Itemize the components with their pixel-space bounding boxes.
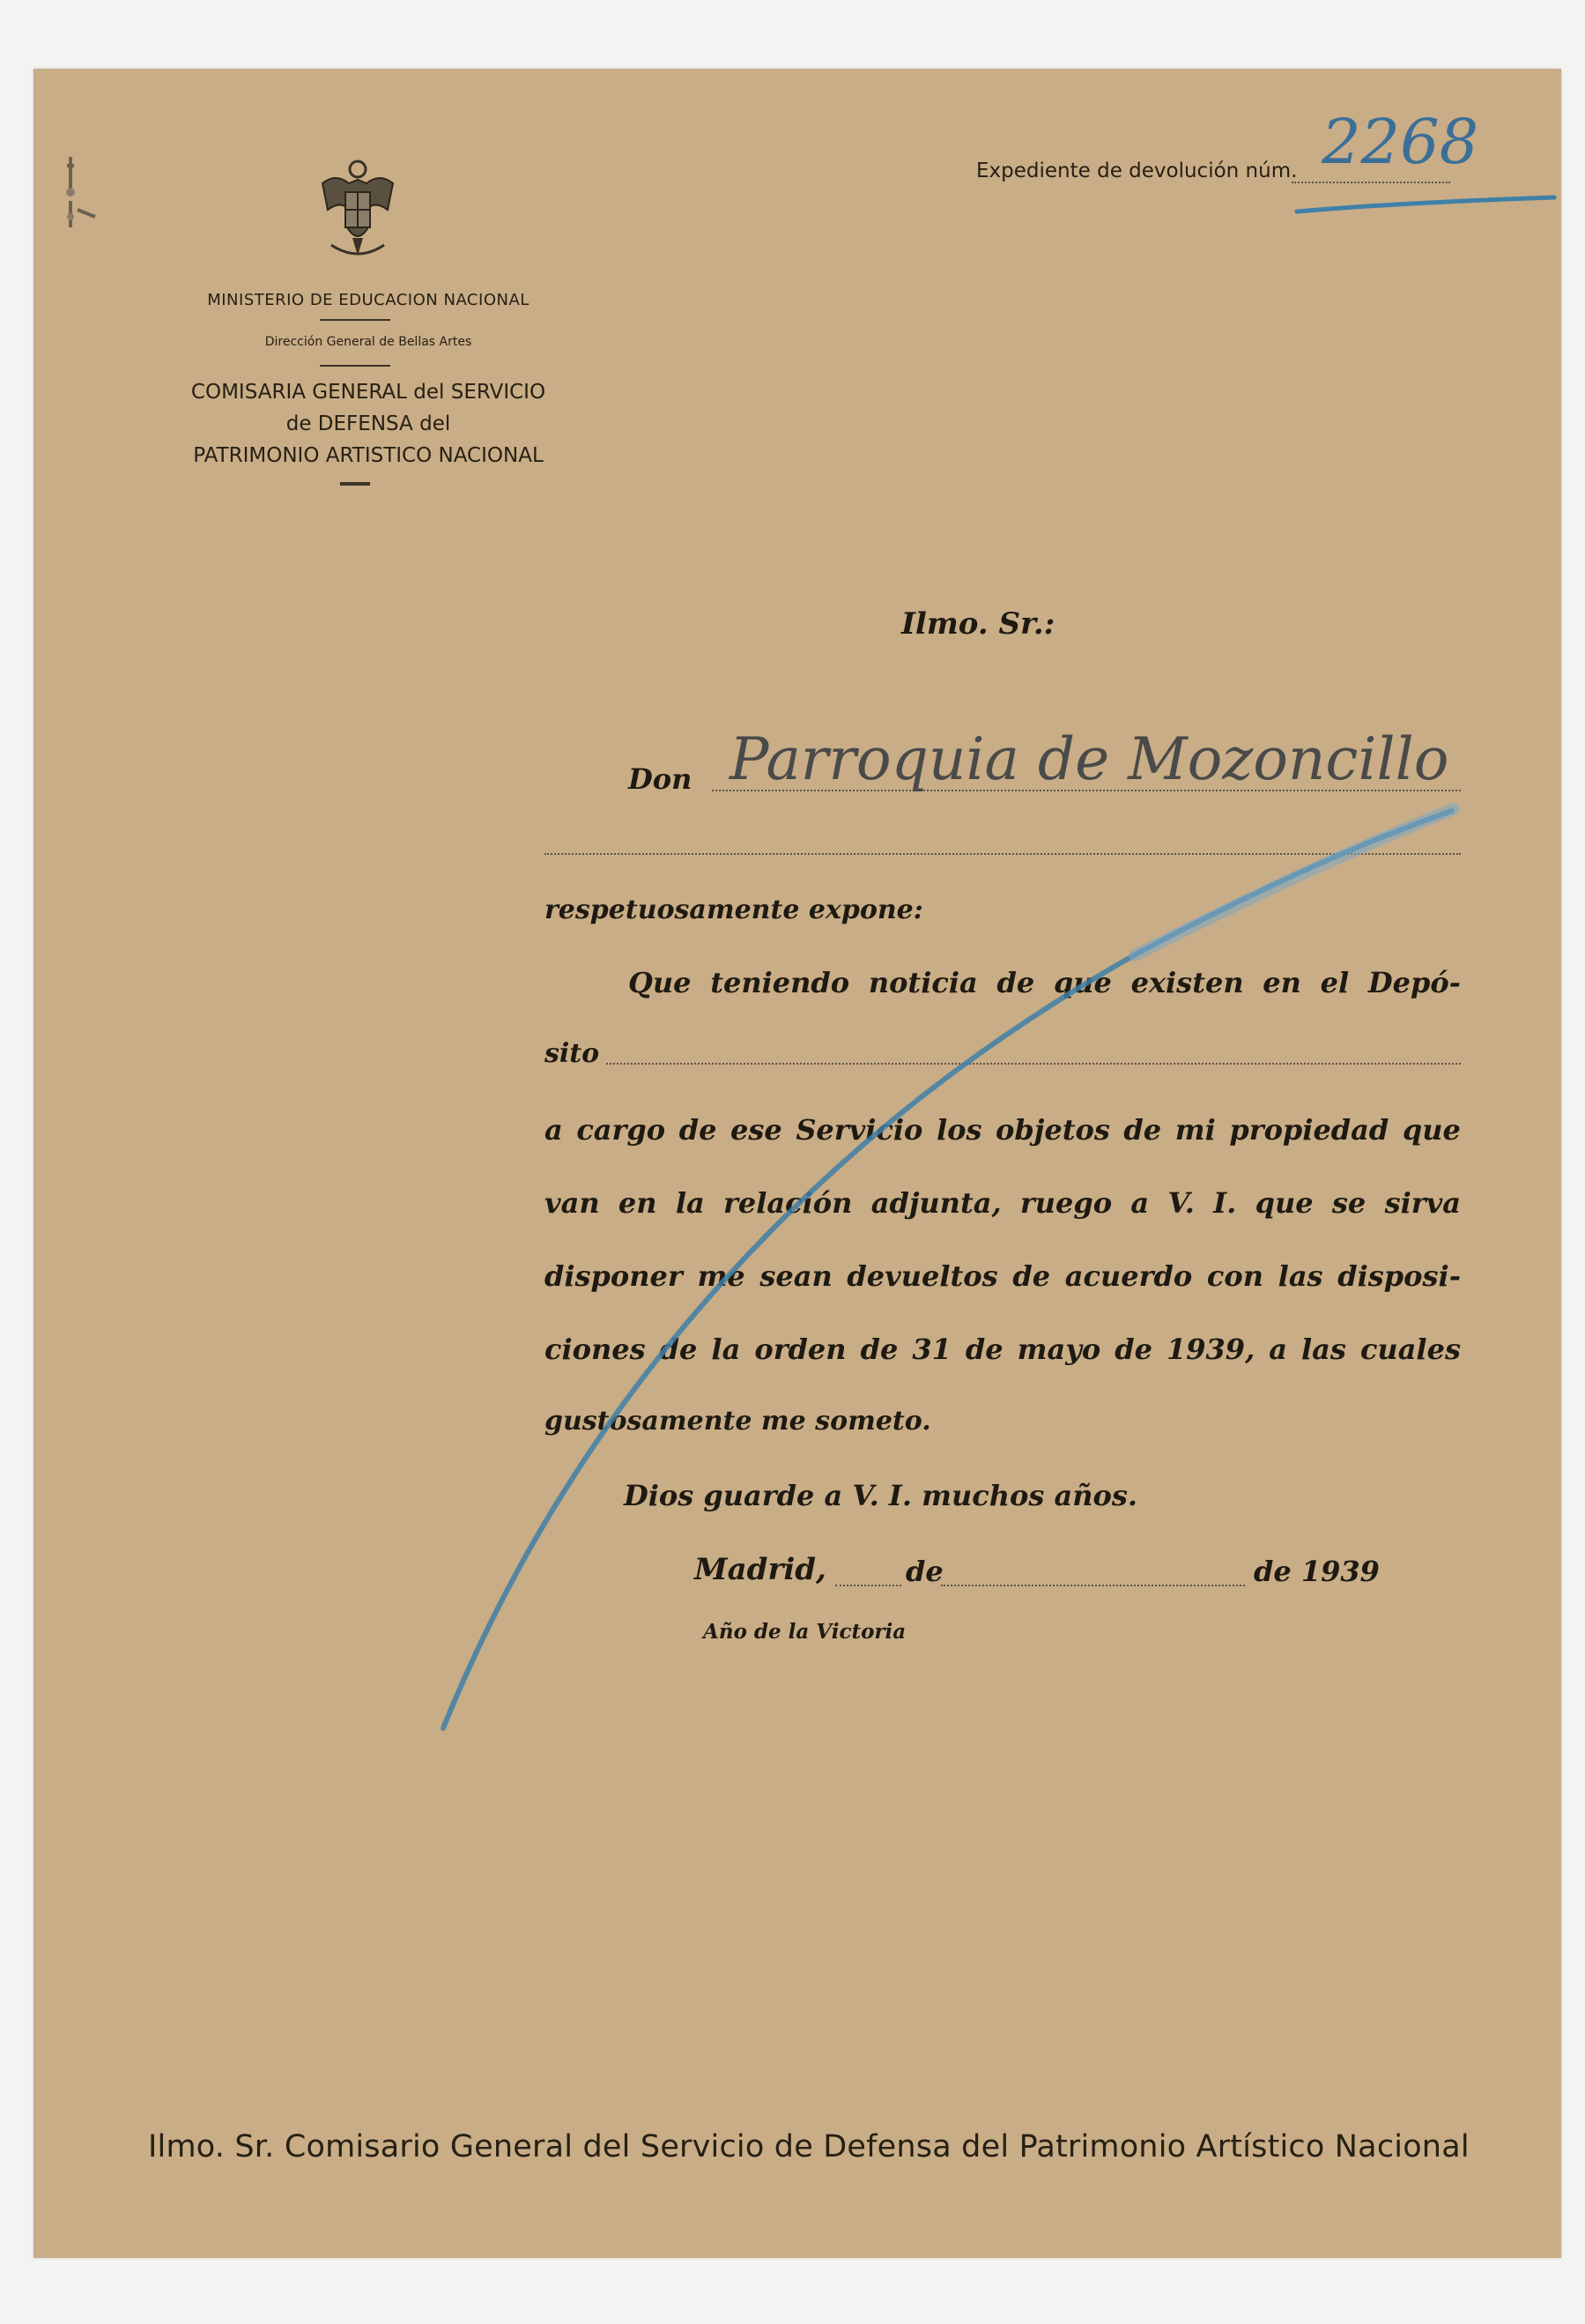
body-line-1: Que teniendo noticia de que existen en el Depó- bbox=[628, 966, 1461, 999]
closing-formula: Dios guarde a V. I. muchos años. bbox=[624, 1479, 1138, 1512]
commission-line-1: COMISARIA GENERAL del SERVICIO bbox=[190, 381, 546, 404]
intro-text: respetuosamente expone: bbox=[544, 895, 923, 925]
place-name: Madrid, bbox=[694, 1552, 826, 1587]
ministry-name: MINISTERIO DE EDUCACION NACIONAL bbox=[207, 291, 530, 309]
body-line-4: van en la relación adjunta, ruego a V. I. que se sirva bbox=[544, 1186, 1461, 1220]
commission-line-3: PATRIMONIO ARTISTICO NACIONAL bbox=[193, 444, 544, 467]
body-line-7: gustosamente me someto. bbox=[544, 1406, 931, 1437]
blue-pencil-cancel-stroke bbox=[33, 69, 1561, 2258]
date-de-1: de bbox=[906, 1555, 944, 1588]
document-page bbox=[33, 69, 1561, 2258]
date-year: de 1939 bbox=[1254, 1555, 1380, 1588]
deposit-word: sito bbox=[544, 1038, 600, 1069]
file-number: 2268 bbox=[1322, 106, 1479, 178]
don-label: Don bbox=[628, 762, 693, 796]
year-motto: Año de la Victoria bbox=[703, 1620, 907, 1644]
body-line-5: disponer me sean devueltos de acuerdo con las disposi- bbox=[544, 1259, 1461, 1293]
file-number-label: Expediente de devolución núm. bbox=[976, 160, 1298, 182]
addressee-footer: Ilmo. Sr. Comisario General del Servicio de Defensa del Patrimonio Artístico Nacional bbox=[148, 2129, 1470, 2164]
body-line-6: ciones de la orden de 31 de mayo de 1939, a las cuales bbox=[544, 1333, 1461, 1366]
body-line-3: a cargo de ese Servicio los objetos de mi propiedad que bbox=[544, 1113, 1461, 1147]
applicant-name: Parroquia de Mozoncillo bbox=[730, 725, 1449, 793]
direction-name: Dirección General de Bellas Artes bbox=[264, 335, 472, 349]
salutation: Ilmo. Sr.: bbox=[901, 606, 1055, 642]
commission-line-2: de DEFENSA del bbox=[285, 412, 451, 435]
